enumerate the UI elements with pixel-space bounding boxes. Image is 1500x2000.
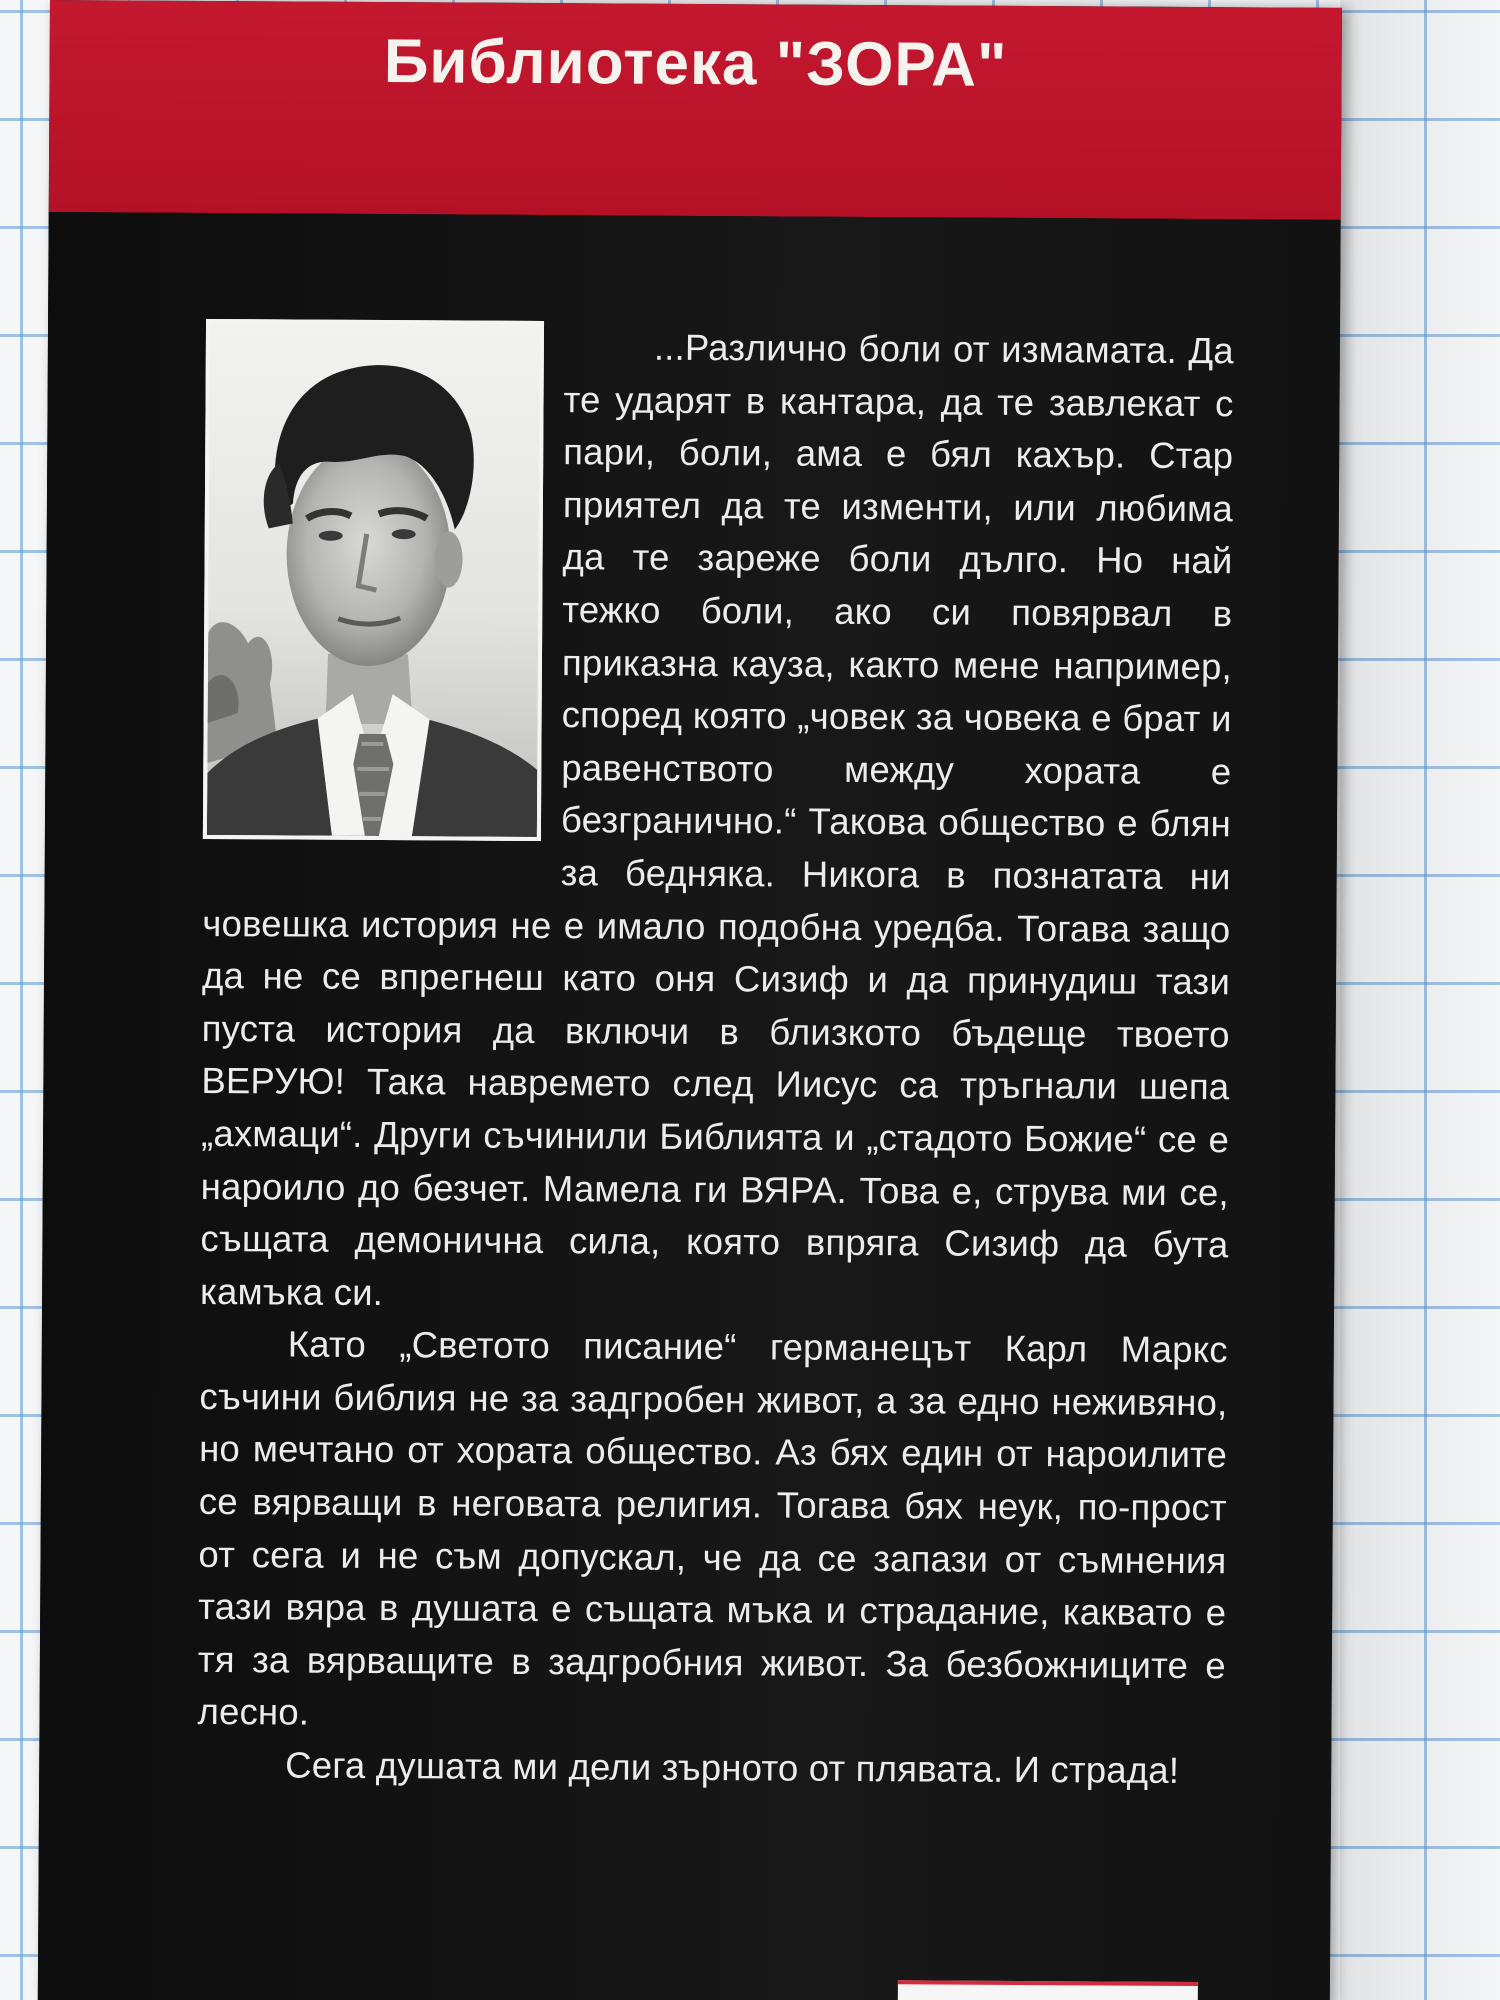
red-title-band: [49, 0, 1342, 223]
back-cover-text: [197, 319, 1234, 1798]
paragraph-3: Сега душата ми дели зърното от плявата. И страда!: [285, 1744, 1180, 1791]
paragraph-1: ...Различно боли от измамата. Да те ударят в кантара, да те завлекат с пари, боли, ама е бял кахър. Стар приятел да те изменти, или любима да те зареже боли дълго. Но най тежко боли, ако си повярвал в приказна кауза, както мене например, според която „човек за човека е брат и равенството между хората е безгранично.“ Такова общество е блян за бедняка. Никога в познатата ни човешка история не е имало подобна уредба. Тогава защо да не се впрегнеш като оня Сизиф и да принудиш тази пуста история да включи в близкото бъдеще твоето ВЕРУЮ! Така навремето след Иисус са тръгнали шепа „ахмаци“. Други съчинили Библията и „стадото Божие“ се е нароило до безчет. Мамела ги ВЯРА. Това е, струва ми се, същата демонична сила, която впряга Сизиф да бута камъка си.: [199, 326, 1235, 1313]
book-back-cover: [38, 0, 1342, 2000]
paper-shadow: [1340, 0, 1500, 2000]
series-title: Библиотека "ЗОРА": [383, 27, 1008, 100]
photo-spacer: [203, 319, 564, 851]
price-sticker: [898, 1980, 1198, 2000]
paragraph-2: Като „Светото писание“ германецът Карл Маркс съчини библия не за задгробен живот, а за едно неживяно, но мечтано от хората общество. Аз бях един от нароилите се вярващи в неговата религия. Тогава бях неук, по-прост от сега и не съм допускал, че да се запази от съмнения тази вяра в душата е същата мъка и страдание, каквато е тя за вярващите в задгробния живот. За безбожниците е лесно.: [197, 1323, 1228, 1734]
